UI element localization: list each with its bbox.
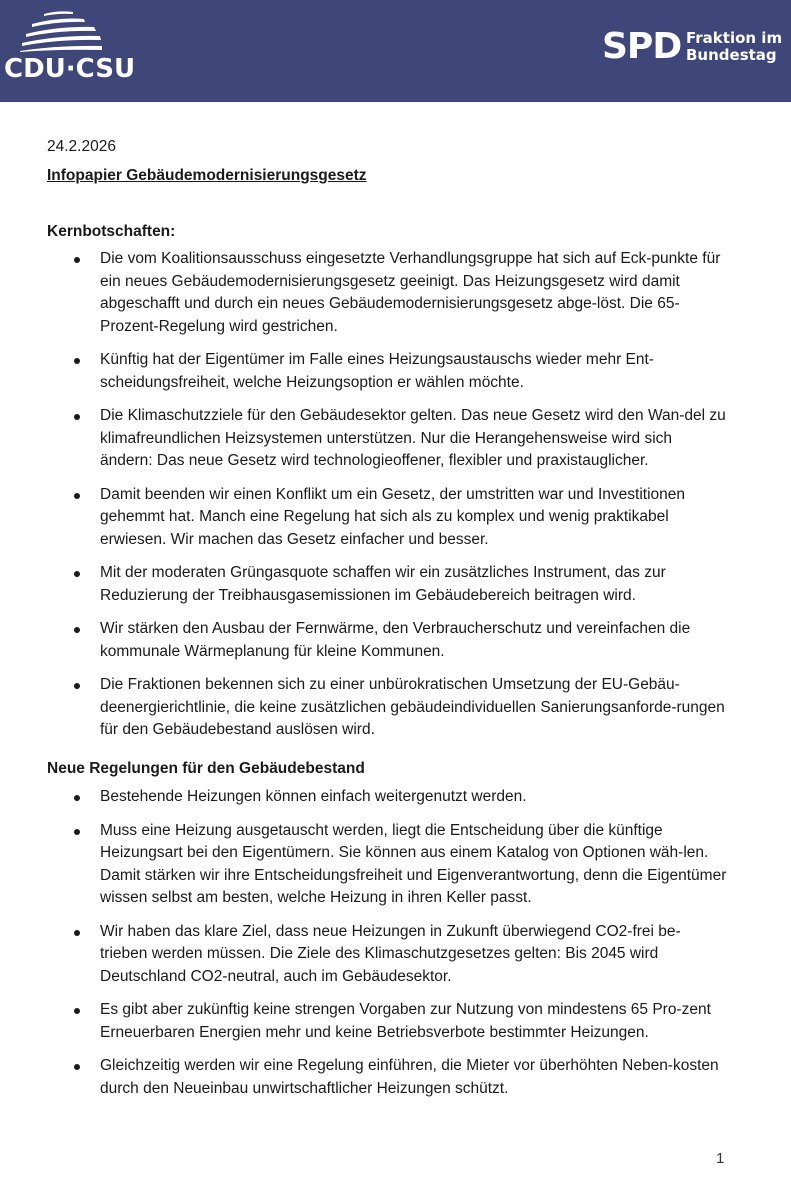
bullet-icon <box>74 358 80 364</box>
document-date: 24.2.2026 <box>47 138 116 155</box>
list-item: Damit beenden wir einen Konflikt um ein Gesetz, der umstritten war und Investitionen gehemmt hat. Manch eine Regelung hat sich als zu komplex und wenig praktikabel erwiesen. Wir machen das Gesetz einfacher und besser. <box>47 484 727 552</box>
cdu-csu-logo <box>4 8 136 84</box>
bullet-icon <box>74 571 80 577</box>
section-heading-gebaeudebestand: Neue Regelungen für den Gebäudebestand <box>47 760 365 777</box>
kernbotschaften-list <box>47 248 727 753</box>
cdu-csu-wordmark: CDU·CSU <box>4 54 136 84</box>
list-item: Künftig hat der Eigentümer im Falle eines Heizungsaustauschs wieder mehr Ent-scheidungsfreiheit, welche Heizungsoption er wählen möchte. <box>47 349 727 394</box>
spd-subtitle <box>686 30 782 64</box>
list-item: Wir haben das klare Ziel, dass neue Heizungen in Zukunft überwiegend CO2-frei be-trieben werden müssen. Die Ziele des Klimaschutzgesetzes gelten: Bis 2045 wird Deutschland CO2-neutral, auch im Gebäudesektor. <box>47 921 727 989</box>
bullet-icon <box>74 1064 80 1070</box>
gebaeudebestand-list <box>47 786 727 1111</box>
list-item: Die Klimaschutzziele für den Gebäudesektor gelten. Das neue Gesetz wird den Wan-del zu klimafreundlichen Heizsystemen unterstützen. Nur die Herangehensweise wird sich ändern: Das neue Gesetz wird technologieoffener, flexibler und praxistauglicher. <box>47 405 727 473</box>
bullet-icon <box>74 493 80 499</box>
bullet-icon <box>74 795 80 801</box>
bullet-icon <box>74 829 80 835</box>
list-item: Es gibt aber zukünftig keine strengen Vorgaben zur Nutzung von mindestens 65 Pro-zent Erneuerbaren Energien mehr und keine Betriebsverbote bestimmter Heizungen. <box>47 999 727 1044</box>
list-item: Wir stärken den Ausbau der Fernwärme, den Verbraucherschutz und vereinfachen die kommunale Wärmeplanung für kleine Kommunen. <box>47 618 727 663</box>
bullet-icon <box>74 930 80 936</box>
spd-wordmark: SPD <box>602 26 682 67</box>
list-item: Muss eine Heizung ausgetauscht werden, liegt die Entscheidung über die künftige Heizungsart bei den Eigentümern. Sie können aus einem Katalog von Optionen wäh-len. Damit stärken wir ihre Entscheidungsfreiheit und Eigenverantwortung, denn die Eigentümer wissen selbst am besten, welche Heizung in ihren Keller passt. <box>47 820 727 910</box>
bullet-icon <box>74 683 80 689</box>
bullet-icon <box>74 627 80 633</box>
page-number: 1 <box>716 1150 725 1167</box>
header-banner <box>0 0 791 102</box>
cdu-csu-arc-logo-icon <box>18 8 104 52</box>
list-item: Die Fraktionen bekennen sich zu einer unbürokratischen Umsetzung der EU-Gebäu-deenergierichtlinie, die keine zusätzlichen gebäudeindividuellen Sanierungsanforde-rungen für den Gebäudebestand auslösen wird. <box>47 674 727 742</box>
list-item: Mit der moderaten Grüngasquote schaffen wir ein zusätzliches Instrument, das zur Reduzierung der Treibhausgasemissionen im Gebäudebereich beitragen wird. <box>47 562 727 607</box>
section-heading-kernbotschaften: Kernbotschaften: <box>47 223 176 240</box>
list-item: Bestehende Heizungen können einfach weitergenutzt werden. <box>47 786 727 809</box>
list-item: Die vom Koalitionsausschuss eingesetzte Verhandlungsgruppe hat sich auf Eck-punkte für ein neues Gebäudemodernisierungsgesetz geeinigt. Das Heizungsgesetz wird damit abgeschafft und durch ein neues Gebäudemodernisierungsgesetz abge-löst. Die 65-Prozent-Regelung wird gestrichen. <box>47 248 727 338</box>
list-item: Gleichzeitig werden wir eine Regelung einführen, die Mieter vor überhöhten Neben-kosten durch den Neueinbau unwirtschaftlicher Heizungen schützt. <box>47 1055 727 1100</box>
bullet-icon <box>74 414 80 420</box>
bullet-icon <box>74 257 80 263</box>
spd-subtitle-line2: Bundestag <box>686 46 777 64</box>
spd-subtitle-line1: Fraktion im <box>686 29 783 47</box>
bullet-icon <box>74 1008 80 1014</box>
document-title: Infopapier Gebäudemodernisierungsgesetz <box>47 167 367 184</box>
